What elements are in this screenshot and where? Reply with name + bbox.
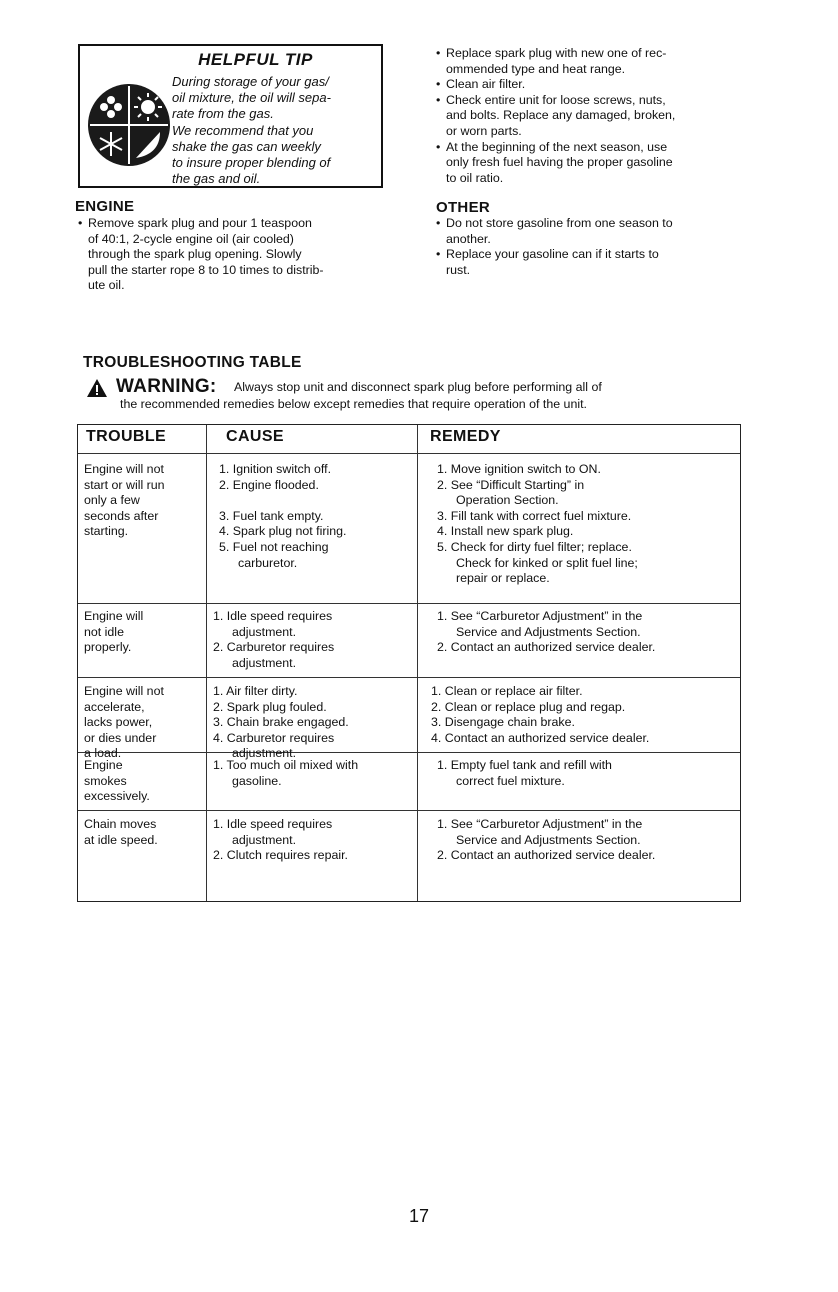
bullet-line: rust. <box>446 262 471 277</box>
table-row-1-cause: 1. Ignition switch off. 2. Engine flooded. 3. Fuel tank empty. 4. Spark plug not firing. 5. Fuel not reaching carburetor. <box>219 462 347 570</box>
bullet-line: • Clean air filter. <box>446 77 526 92</box>
table-row-5-cause: 1. Idle speed requires adjustment. 2. Clutch requires repair. <box>213 817 348 863</box>
helpful-tip-title: HELPFUL TIP <box>198 50 313 69</box>
helpful-tip-box <box>78 44 383 188</box>
engine-line: pull the starter rope 8 to 10 times to distrib- <box>88 262 324 277</box>
warning-label: WARNING: <box>116 376 217 397</box>
table-row-5-trouble: Chain moves at idle speed. <box>84 817 158 847</box>
engine-line: of 40:1, 2-cycle engine oil (air cooled) <box>88 231 294 246</box>
header-remedy: REMEDY <box>430 428 501 445</box>
table-row-4-trouble: Engine smokes excessively. <box>84 758 150 804</box>
bullet-line: and bolts. Replace any damaged, broken, <box>446 108 676 123</box>
tip-line: We recommend that you <box>172 122 314 138</box>
table-row-3-cause: 1. Air filter dirty. 2. Spark plug fouled. 3. Chain brake engaged. 4. Carburetor requires adjustment. <box>213 684 349 761</box>
table-row-2-remedy: 1. See “Carburetor Adjustment” in the Service and Adjustments Section. 2. Contact an authorized service dealer. <box>437 609 656 655</box>
engine-line: ute oil. <box>88 278 125 293</box>
helpful-tip-text <box>172 74 383 187</box>
tip-line: the gas and oil. <box>172 171 261 187</box>
bullet-line: to oil ratio. <box>446 170 504 185</box>
table-row-3-trouble: Engine will not accelerate, lacks power, or dies under a load. <box>84 684 164 761</box>
engine-heading: ENGINE <box>75 198 135 215</box>
table-row-3-remedy: 1. Clean or replace air filter. 2. Clean or replace plug and regap. 3. Disengage chain brake. 4. Contact an authorized service dealer. <box>431 684 650 745</box>
tip-line: rate from the gas. <box>172 106 274 122</box>
table-row-4-cause: 1. Too much oil mixed with gasoline. <box>213 758 359 788</box>
bullet-line: • At the beginning of the next season, use <box>446 139 668 154</box>
tip-line: During storage of your gas/ <box>172 74 329 89</box>
bullet-line: • Replace spark plug with new one of rec- <box>446 46 667 60</box>
seasons-emblem-icon <box>86 82 172 168</box>
row-divider <box>78 603 740 604</box>
bullet-line: ommended type and heat range. <box>446 61 626 76</box>
engine-bullet-list <box>78 216 353 294</box>
table-row-1-remedy: 1. Move ignition switch to ON. 2. See “Difficult Starting” in Operation Section. 3. Fill tank with correct fuel mixture. 4. Install new spark plug. 5. Check for dirty fuel filter; replace. Check for kinked or split fuel line; repair or replace. <box>437 462 638 586</box>
storage-bullet-list <box>436 46 752 186</box>
row-divider <box>78 810 740 811</box>
page-number: 17 <box>408 1206 430 1226</box>
header-cause: CAUSE <box>226 428 285 445</box>
table-row-2-trouble: Engine will not idle properly. <box>84 609 144 655</box>
list-item <box>436 140 752 187</box>
engine-line: • Remove spark plug and pour 1 teaspoon <box>88 216 312 230</box>
table-row-5-remedy: 1. See “Carburetor Adjustment” in the Service and Adjustments Section. 2. Contact an authorized service dealer. <box>437 817 656 863</box>
table-row-2-cause: 1. Idle speed requires adjustment. 2. Carburetor requires adjustment. <box>213 609 335 670</box>
list-item <box>436 93 752 140</box>
bullet-line: • Check entire unit for loose screws, nuts, <box>446 92 666 107</box>
engine-line: through the spark plug opening. Slowly <box>88 247 302 262</box>
warning-text-line: Always stop unit and disconnect spark plug before performing all of <box>234 380 602 394</box>
tip-line: oil mixture, the oil will sepa- <box>172 90 331 106</box>
list-item <box>436 46 752 77</box>
list-item <box>78 216 353 294</box>
header-trouble: TROUBLE <box>86 428 167 445</box>
list-item <box>436 247 752 278</box>
warning-text-line: the recommended remedies below except remedies that require operation of the unit. <box>120 397 587 411</box>
bullet-line: • Do not store gasoline from one season to <box>446 216 673 230</box>
column-divider <box>206 425 207 901</box>
bullet-line: only fresh fuel having the proper gasoline <box>446 155 673 170</box>
bullet-line: • Replace your gasoline can if it starts to <box>446 247 659 262</box>
warning-triangle-icon <box>86 378 108 398</box>
row-divider <box>78 453 740 454</box>
bullet-line: another. <box>446 231 491 246</box>
column-divider <box>417 425 418 901</box>
row-divider <box>78 677 740 678</box>
troubleshooting-heading: TROUBLESHOOTING TABLE <box>83 354 302 371</box>
list-item <box>436 216 752 247</box>
other-bullet-list <box>436 216 752 278</box>
other-heading: OTHER <box>436 199 490 216</box>
troubleshooting-table <box>77 424 741 902</box>
row-divider <box>78 752 740 753</box>
tip-line: shake the gas can weekly <box>172 138 321 154</box>
list-item <box>436 77 752 93</box>
table-row-1-trouble: Engine will not start or will run only a few seconds after starting. <box>84 462 165 539</box>
table-row-4-remedy: 1. Empty fuel tank and refill with correct fuel mixture. <box>437 758 612 788</box>
bullet-line: or worn parts. <box>446 123 522 138</box>
tip-line: to insure proper blending of <box>172 155 331 171</box>
